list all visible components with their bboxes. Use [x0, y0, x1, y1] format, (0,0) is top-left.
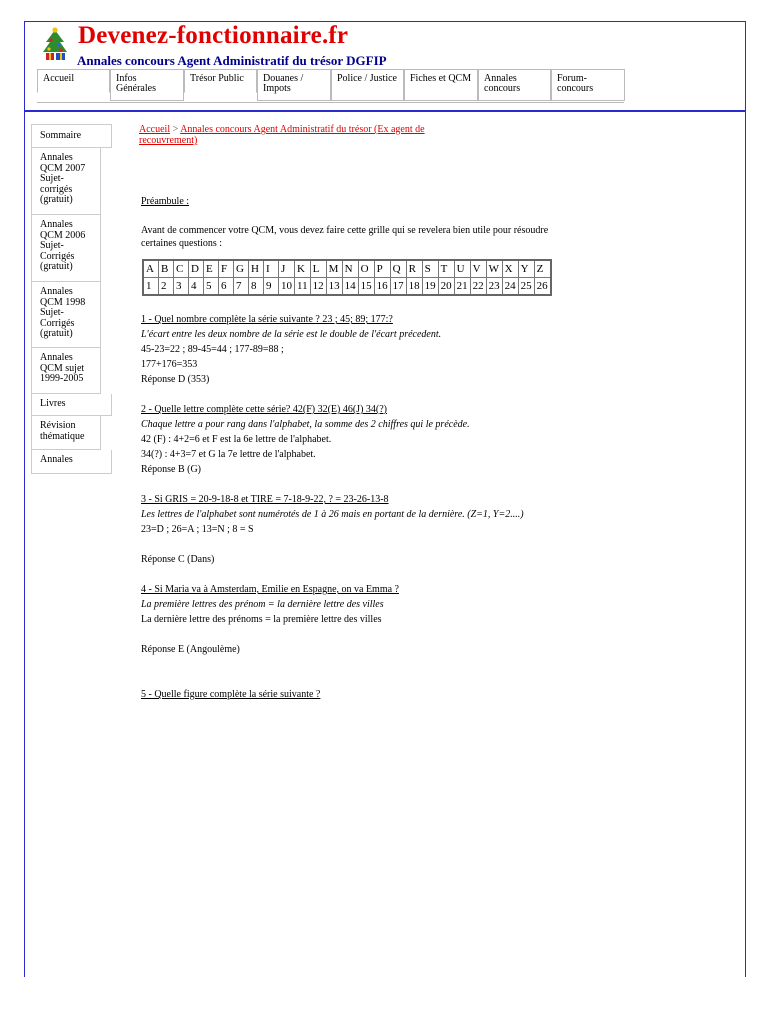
grid-letter-cell: G — [234, 260, 249, 278]
grid-number-cell: 15 — [358, 278, 374, 296]
grid-letter-cell: U — [454, 260, 470, 278]
grid-letter-cell: E — [204, 260, 219, 278]
question-3-line: 23=D ; 26=A ; 13=N ; 8 = S — [141, 524, 254, 535]
grid-number-cell: 6 — [219, 278, 234, 296]
sidebar-item-annales-2006[interactable] — [31, 215, 101, 282]
nav-label: Trésor Public — [190, 73, 244, 84]
question-1-explanation: L'écart entre les deux nombre de la série est le double de l'écart précedent. — [141, 329, 442, 340]
grid-letter-cell: Z — [534, 260, 551, 278]
nav-label: Accueil — [43, 73, 75, 84]
question-2-explanation: Chaque lettre a pour rang dans l'alphabet, la somme des 2 chiffres qui le précède. — [141, 419, 470, 430]
sidebar-item-revision-thematique[interactable] — [31, 416, 101, 450]
sidebar-item-label: Annales QCM 2007 Sujet-corrigés (gratuit) — [40, 152, 86, 206]
site-subtitle: Annales concours Agent Administratif du trésor DGFIP — [77, 53, 387, 68]
nav-item-forum-concours[interactable] — [551, 69, 625, 101]
grid-letter-cell: P — [374, 260, 390, 278]
sidebar-item-label: Annales QCM 2006 Sujet-Corrigés (gratuit) — [40, 219, 86, 273]
sidebar-item-label: Livres — [40, 398, 66, 409]
grid-letter-cell: K — [295, 260, 311, 278]
breadcrumb-home-link[interactable]: Accueil — [139, 124, 171, 135]
grid-number-cell: 8 — [249, 278, 264, 296]
grid-letter-cell: B — [159, 260, 174, 278]
question-4-answer: Réponse E (Angoulème) — [141, 644, 240, 655]
grid-letter-cell: O — [358, 260, 374, 278]
sidebar-item-label: Sommaire — [40, 130, 82, 141]
grid-letter-cell: A — [143, 260, 159, 278]
question-1-line: 45-23=22 ; 89-45=44 ; 177-89=88 ; — [141, 344, 284, 355]
sidebar-item-annales-1999-2005[interactable] — [31, 348, 101, 394]
grid-letter-cell: C — [174, 260, 189, 278]
grid-number-cell: 21 — [454, 278, 470, 296]
grid-number-cell: 12 — [310, 278, 326, 296]
grid-number-cell: 7 — [234, 278, 249, 296]
preambule-text: Avant de commencer votre QCM, vous devez faire cette grille qui se revelera bien utile pour résoudre certaines questions : — [141, 225, 549, 249]
grid-number-cell: 16 — [374, 278, 390, 296]
preambule-title: Préambule : — [141, 196, 190, 207]
question-3-title: 3 - Si GRIS = 20-9-18-8 et TIRE = 7-18-9-22, ? = 23-26-13-8 — [141, 494, 389, 505]
question-5-title: 5 - Quelle figure complète la série suivante ? — [141, 689, 321, 700]
grid-numbers-row — [143, 278, 551, 296]
grid-number-cell: 19 — [422, 278, 438, 296]
grid-number-cell: 11 — [295, 278, 311, 296]
sidebar-item-label: Annales QCM 1998 Sujet-Corrigés (gratuit) — [40, 286, 86, 340]
grid-number-cell: 26 — [534, 278, 551, 296]
grid-letter-cell: I — [264, 260, 279, 278]
nav-label: Forum-concours — [557, 73, 594, 94]
question-1-answer: Réponse D (353) — [141, 374, 210, 385]
question-3-answer: Réponse C (Dans) — [141, 554, 215, 565]
alphabet-grid — [142, 259, 552, 296]
grid-number-cell: 10 — [279, 278, 295, 296]
main-content — [141, 194, 741, 702]
grid-number-cell: 1 — [143, 278, 159, 296]
nav-item-accueil[interactable] — [37, 69, 110, 93]
nav-item-annales-concours[interactable] — [478, 69, 551, 101]
breadcrumb-separator: > — [172, 124, 179, 135]
grid-number-cell: 14 — [342, 278, 358, 296]
header-divider — [24, 110, 746, 112]
grid-letter-cell: W — [486, 260, 502, 278]
grid-letter-cell: M — [326, 260, 342, 278]
grid-number-cell: 24 — [502, 278, 518, 296]
nav-label: Annales concours — [484, 73, 521, 94]
grid-number-cell: 20 — [438, 278, 454, 296]
question-4-line: La dernière lettre des prénoms = la première lettre des villes — [141, 614, 382, 625]
nav-baseline — [37, 102, 624, 103]
question-4-explanation: La première lettres des prénom = la dernière lettre des villes — [141, 599, 384, 610]
breadcrumb-current-link[interactable]: Annales concours Agent Administratif du trésor (Ex agent de recouvrement) — [139, 124, 425, 146]
grid-letter-cell: L — [310, 260, 326, 278]
grid-letter-cell: T — [438, 260, 454, 278]
nav-label: Douanes / Impots — [263, 73, 304, 94]
grid-letter-cell: J — [279, 260, 295, 278]
nav-item-fiches-qcm[interactable] — [404, 69, 478, 101]
nav-item-police-justice[interactable] — [331, 69, 404, 101]
grid-letter-cell: Y — [518, 260, 534, 278]
nav-item-infos-generales[interactable] — [110, 69, 184, 101]
grid-letter-cell: Q — [390, 260, 406, 278]
grid-letter-cell: V — [470, 260, 486, 278]
sidebar-item-annales-1998[interactable] — [31, 282, 101, 348]
sidebar-item-annales-2007[interactable] — [31, 148, 101, 215]
grid-number-cell: 3 — [174, 278, 189, 296]
sidebar-item-label: Annales — [40, 454, 73, 465]
question-2-title: 2 - Quelle lettre complète cette série? 42(F) 32(E) 46(J) 34(?) — [141, 404, 388, 415]
sidebar-item-sommaire[interactable] — [31, 124, 112, 148]
nav-label: Fiches et QCM — [410, 73, 472, 84]
grid-number-cell: 9 — [264, 278, 279, 296]
grid-letter-cell: S — [422, 260, 438, 278]
question-4-title: 4 - Si Maria va à Amsterdam, Emilie en Espagne, on va Emma ? — [141, 584, 399, 595]
grid-number-cell: 4 — [189, 278, 204, 296]
grid-number-cell: 13 — [326, 278, 342, 296]
grid-number-cell: 18 — [406, 278, 422, 296]
nav-item-tresor-public[interactable] — [184, 69, 257, 93]
sidebar-item-livres[interactable] — [31, 394, 112, 416]
sidebar-item-label: Annales QCM sujet 1999-2005 — [40, 352, 85, 385]
grid-letter-cell: D — [189, 260, 204, 278]
breadcrumb — [139, 124, 439, 146]
grid-number-cell: 23 — [486, 278, 502, 296]
question-3-explanation: Les lettres de l'alphabet sont numérotés de 1 à 26 mais en portant de la dernière. (Z=1, Y=2....) — [141, 509, 524, 520]
nav-label: Police / Justice — [337, 73, 397, 84]
grid-letter-cell: F — [219, 260, 234, 278]
sidebar-item-annales[interactable] — [31, 450, 112, 474]
question-2-line: 42 (F) : 4+2=6 et F est la 6e lettre de l'alphabet. — [141, 434, 332, 445]
question-1-title: 1 - Quel nombre complète la série suivante ? 23 ; 45; 89; 177:? — [141, 314, 393, 325]
grid-letter-cell: N — [342, 260, 358, 278]
grid-number-cell: 22 — [470, 278, 486, 296]
grid-letter-cell: R — [406, 260, 422, 278]
question-1-line: 177+176=353 — [141, 359, 198, 370]
grid-number-cell: 2 — [159, 278, 174, 296]
nav-item-douanes-impots[interactable] — [257, 69, 331, 101]
question-2-line: 34(?) : 4+3=7 et G la 7e lettre de l'alphabet. — [141, 449, 316, 460]
question-2-answer: Réponse B (G) — [141, 464, 201, 475]
grid-number-cell: 25 — [518, 278, 534, 296]
grid-number-cell: 5 — [204, 278, 219, 296]
sidebar-menu — [31, 124, 112, 474]
grid-letters-row — [143, 260, 551, 278]
grid-number-cell: 17 — [390, 278, 406, 296]
nav-label: Infos Générales — [116, 73, 156, 94]
grid-letter-cell: H — [249, 260, 264, 278]
christmas-tree-logo-icon — [40, 26, 70, 62]
sidebar-item-label: Révision thématique — [40, 420, 85, 442]
site-title[interactable]: Devenez-fonctionnaire.fr — [78, 22, 349, 49]
grid-letter-cell: X — [502, 260, 518, 278]
